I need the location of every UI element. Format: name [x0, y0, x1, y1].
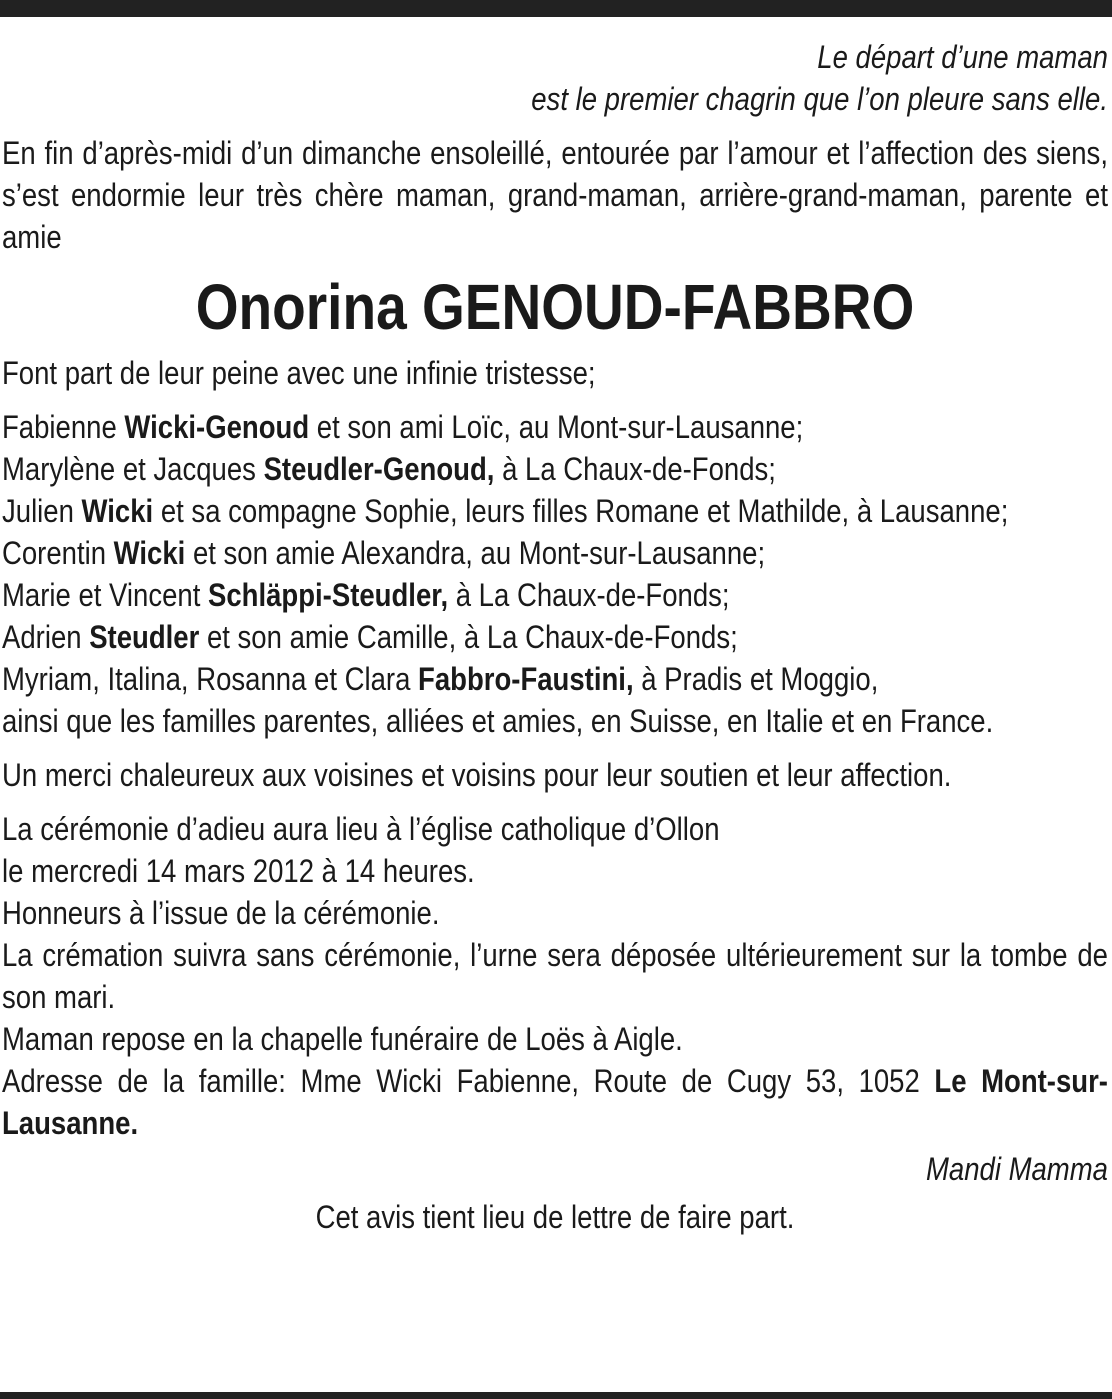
bottom-border-bar [0, 1392, 1112, 1399]
epigraph-line-2: est le premier chagrin que l’on pleure sans elle. [531, 81, 1108, 117]
ceremony-date: le mercredi 14 mars 2012 à 14 heures. [2, 853, 475, 889]
family-line: Fabienne Wicki-Genoud et son ami Loïc, au Mont-sur-Lausanne; [2, 409, 804, 445]
deceased-name: Onorina GENOUD-FABBRO [195, 271, 915, 343]
obituary-notice [2, 36, 1108, 1238]
family-line: Marie et Vincent Schläppi-Steudler, à La Chaux-de-Fonds; [2, 577, 730, 613]
top-border-bar [0, 0, 1112, 17]
cremation-info: La crémation suivra sans cérémonie, l’urne sera déposée ultérieurement sur la tombe de son mari. [2, 937, 1108, 1015]
family-list [2, 406, 1108, 742]
family-address: Adresse de la famille: Mme Wicki Fabienne, Route de Cugy 53, 1052 Le Mont-sur-Lausanne. [2, 1063, 1108, 1141]
epigraph [2, 36, 1108, 120]
family-line: Myriam, Italina, Rosanna et Clara Fabbro-Faustini, à Pradis et Moggio, [2, 661, 879, 697]
epigraph-line-1: Le départ d’une maman [817, 39, 1108, 75]
announcement: Font part de leur peine avec une infinie tristesse; [2, 355, 596, 391]
family-line: Corentin Wicki et son amie Alexandra, au Mont-sur-Lausanne; [2, 535, 766, 571]
family-line: Marylène et Jacques Steudler-Genoud, à La Chaux-de-Fonds; [2, 451, 776, 487]
ceremony-details [2, 808, 1108, 1144]
signature: Mandi Mamma [925, 1151, 1108, 1187]
family-line: Adrien Steudler et son amie Camille, à La Chaux-de-Fonds; [2, 619, 738, 655]
ceremony-honours: Honneurs à l’issue de la cérémonie. [2, 895, 440, 931]
thanks-paragraph: Un merci chaleureux aux voisines et voisins pour leur soutien et leur affection. [2, 757, 952, 793]
chapel-info: Maman repose en la chapelle funéraire de Loës à Aigle. [2, 1021, 683, 1057]
intro-paragraph: En fin d’après-midi d’un dimanche ensoleillé, entourée par l’amour et l’affection des siens, s’est endormie leur très chère maman, grand-maman, arrière-grand-maman, parente et amie [2, 135, 1108, 255]
ceremony-line: La cérémonie d’adieu aura lieu à l’église catholique d’Ollon [2, 811, 720, 847]
family-closing: ainsi que les familles parentes, alliées et amies, en Suisse, en Italie et en France. [2, 703, 994, 739]
footer-note: Cet avis tient lieu de lettre de faire part. [315, 1199, 795, 1235]
family-line: Julien Wicki et sa compagne Sophie, leurs filles Romane et Mathilde, à Lausanne; [2, 493, 1009, 529]
